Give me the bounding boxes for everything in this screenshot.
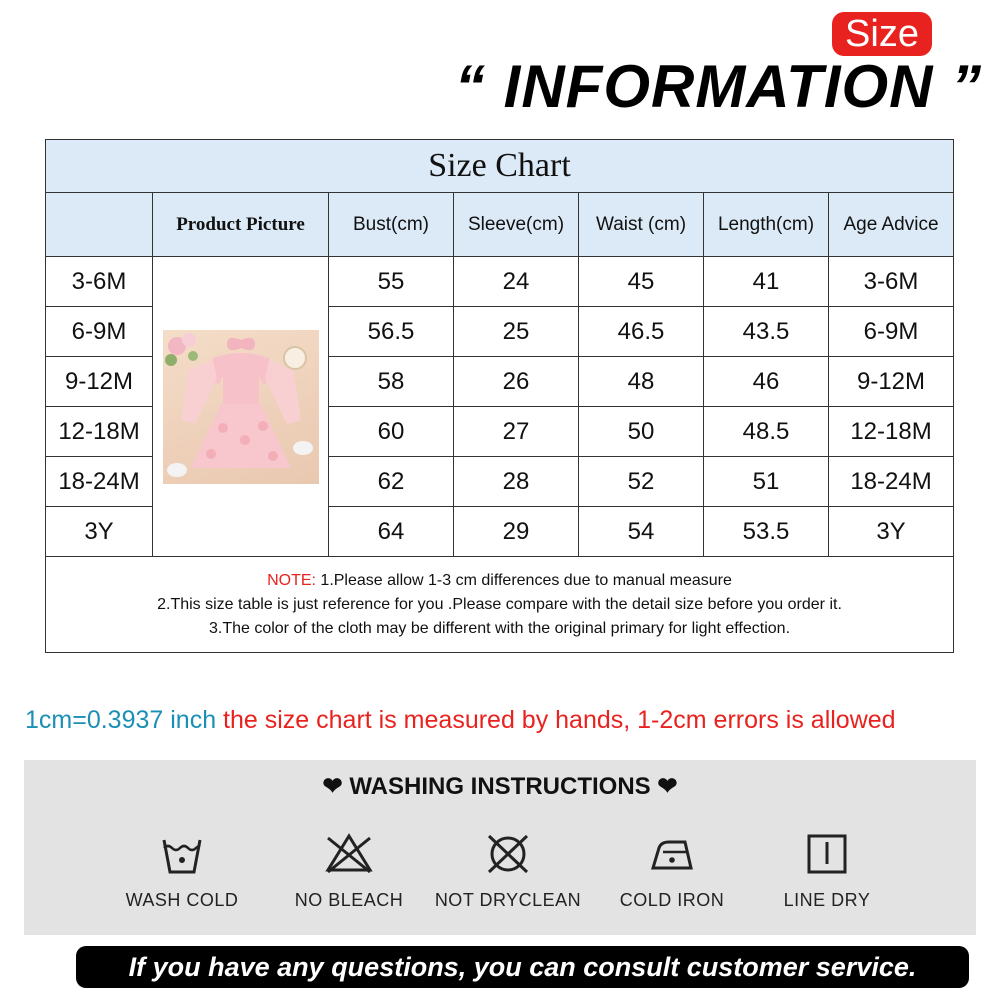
cell-age: 3Y bbox=[828, 506, 954, 557]
cell-age: 9-12M bbox=[828, 356, 954, 407]
header-age-advice: Age Advice bbox=[828, 192, 954, 257]
wash-item-wash-cold bbox=[97, 830, 267, 911]
washing-instructions-panel bbox=[24, 760, 976, 935]
cell-sleeve: 25 bbox=[453, 306, 579, 357]
customer-service-banner: If you have any questions, you can consult customer service. bbox=[76, 946, 969, 988]
cell-bust: 60 bbox=[328, 406, 454, 457]
wash-item-line-dry bbox=[742, 830, 912, 911]
cell-length: 53.5 bbox=[703, 506, 829, 557]
cell-waist: 54 bbox=[578, 506, 704, 557]
header-length: Length(cm) bbox=[703, 192, 829, 257]
wash-cold-icon bbox=[160, 830, 204, 876]
cell-sleeve: 24 bbox=[453, 256, 579, 307]
cell-age: 12-18M bbox=[828, 406, 954, 457]
note-line-1 bbox=[267, 569, 732, 593]
information-title: “ INFORMATION ” bbox=[455, 53, 983, 120]
header-waist: Waist (cm) bbox=[578, 192, 704, 257]
line-dry-label: LINE DRY bbox=[783, 890, 871, 910]
unit-conversion: 1cm=0.3937 inch bbox=[25, 706, 217, 734]
cell-waist: 48 bbox=[578, 356, 704, 407]
line-dry-icon bbox=[804, 830, 850, 876]
cell-waist: 45 bbox=[578, 256, 704, 307]
wash-item-not-dryclean bbox=[423, 830, 593, 911]
cell-bust: 62 bbox=[328, 456, 454, 507]
cell-waist: 46.5 bbox=[578, 306, 704, 357]
size-chart-table bbox=[45, 139, 954, 653]
cell-sleeve: 29 bbox=[453, 506, 579, 557]
cell-bust: 58 bbox=[328, 356, 454, 407]
no-bleach-label: NO BLEACH bbox=[294, 890, 404, 910]
no-dryclean-icon bbox=[481, 830, 535, 876]
cell-length: 48.5 bbox=[703, 406, 829, 457]
cell-length: 46 bbox=[703, 356, 829, 407]
cold-iron-label: COLD IRON bbox=[619, 890, 725, 910]
cell-waist: 52 bbox=[578, 456, 704, 507]
cell-size: 12-18M bbox=[45, 406, 153, 457]
cell-length: 41 bbox=[703, 256, 829, 307]
note-text-1: 1.Please allow 1-3 cm differences due to manual measure bbox=[315, 571, 732, 589]
cell-size: 6-9M bbox=[45, 306, 153, 357]
cell-bust: 64 bbox=[328, 506, 454, 557]
header-product-picture: Product Picture bbox=[152, 192, 329, 257]
cell-length: 43.5 bbox=[703, 306, 829, 357]
cell-size: 18-24M bbox=[45, 456, 153, 507]
cell-size: 3-6M bbox=[45, 256, 153, 307]
cell-bust: 56.5 bbox=[328, 306, 454, 357]
product-image bbox=[163, 330, 319, 484]
size-badge: Size bbox=[832, 12, 932, 56]
cell-size: 9-12M bbox=[45, 356, 153, 407]
wash-item-no-bleach bbox=[264, 830, 434, 911]
cell-bust: 55 bbox=[328, 256, 454, 307]
notes-cell bbox=[45, 556, 954, 653]
dress-illustration bbox=[163, 330, 319, 484]
cell-sleeve: 27 bbox=[453, 406, 579, 457]
chart-title: Size Chart bbox=[45, 139, 954, 193]
cell-length: 51 bbox=[703, 456, 829, 507]
cell-sleeve: 26 bbox=[453, 356, 579, 407]
cell-size: 3Y bbox=[45, 506, 153, 557]
cell-age: 18-24M bbox=[828, 456, 954, 507]
note-label: NOTE: bbox=[267, 571, 316, 589]
no-bleach-icon bbox=[322, 830, 376, 876]
cell-sleeve: 28 bbox=[453, 456, 579, 507]
header-size bbox=[45, 192, 153, 257]
conversion-line bbox=[25, 706, 896, 735]
cold-iron-icon bbox=[645, 830, 699, 876]
cell-age: 6-9M bbox=[828, 306, 954, 357]
cell-waist: 50 bbox=[578, 406, 704, 457]
washing-title: ❤ WASHING INSTRUCTIONS ❤ bbox=[322, 773, 678, 800]
wash-item-cold-iron bbox=[587, 830, 757, 911]
not-dryclean-label: NOT DRYCLEAN bbox=[434, 890, 582, 910]
note-line-3: 3.The color of the cloth may be different with the original primary for light effection. bbox=[208, 619, 791, 637]
header-sleeve: Sleeve(cm) bbox=[453, 192, 579, 257]
note-line-2: 2.This size table is just reference for you .Please compare with the detail size before you order it. bbox=[157, 595, 842, 613]
product-picture-cell bbox=[152, 256, 329, 557]
wash-cold-label: WASH COLD bbox=[125, 890, 239, 910]
cell-age: 3-6M bbox=[828, 256, 954, 307]
measurement-disclaimer: the size chart is measured by hands, 1-2cm errors is allowed bbox=[216, 706, 896, 734]
header-bust: Bust(cm) bbox=[328, 192, 454, 257]
